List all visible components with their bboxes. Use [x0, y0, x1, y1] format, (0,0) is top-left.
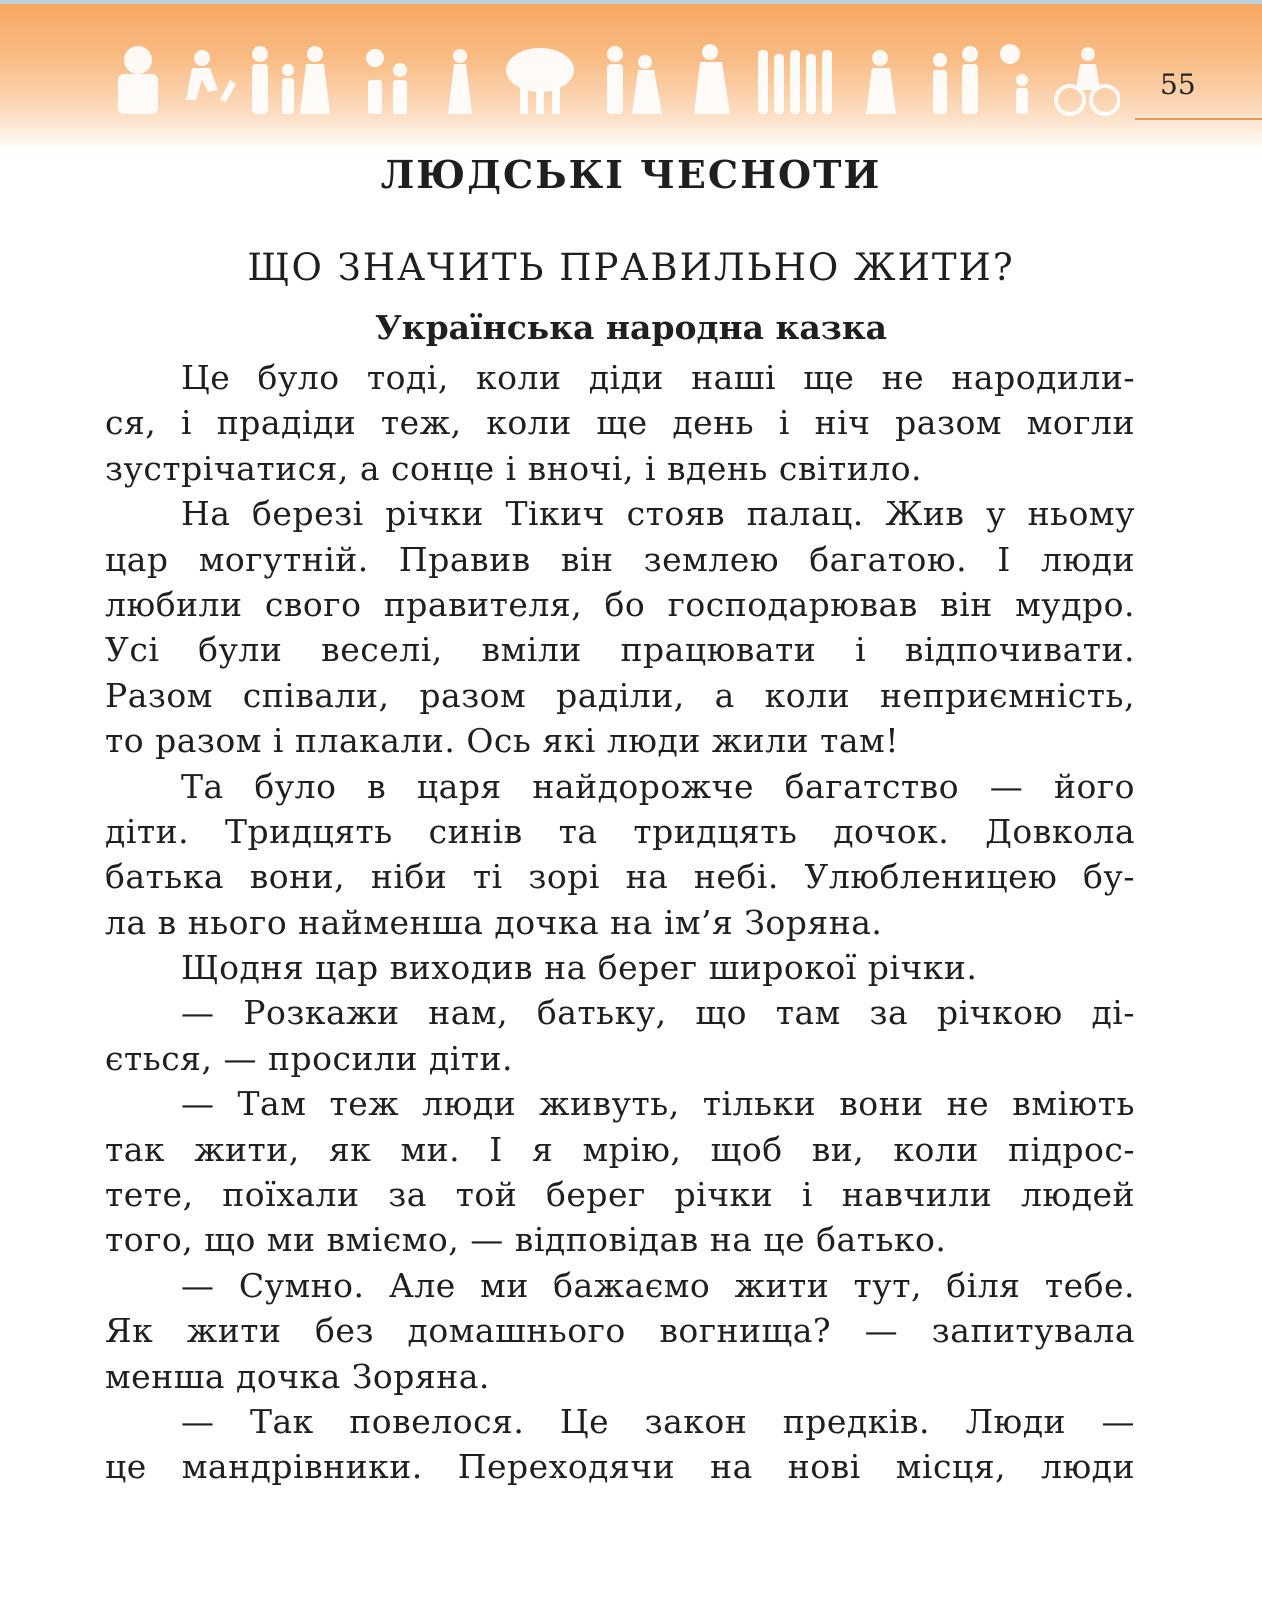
text-line: ла в нього найменша дочка на ім’я Зоряна.: [105, 902, 883, 942]
page-number: 55: [1160, 68, 1196, 101]
page-number-underline: [1135, 118, 1262, 120]
text-line: зустрічатися, а сонце і вночі, і вдень світило.: [105, 448, 923, 488]
text-line: — Розкажи нам, батьку, що там за річкою ді-: [181, 993, 1135, 1033]
text-line: діти. Тридцять синів та тридцять дочок. Довкола: [105, 811, 1135, 851]
text-line: так жити, як ми. І я мрію, щоб ви, коли підрос-: [105, 1129, 1135, 1169]
text-line: На березі річки Тікич стояв палац. Жив у ньому: [181, 494, 1135, 534]
text-line: Щодня цар виходив на берег широкої річки.: [181, 948, 978, 988]
text-line: — Сумно. Але ми бажаємо жити тут, біля тебе.: [181, 1265, 1135, 1305]
text-line: Разом співали, разом раділи, а коли неприємність,: [105, 675, 1135, 715]
story-subtitle: Українська народна казка: [374, 308, 888, 347]
section-title: ЛЮДСЬКІ ЧЕСНОТИ: [380, 152, 882, 197]
text-line: ється, — просили діти.: [105, 1038, 513, 1078]
text-line: Та було в царя найдорожче багатство — його: [181, 766, 1135, 806]
text-line: ся, і прадіди теж, коли ще день і ніч разом могли: [105, 403, 1135, 443]
text-line: тете, поїхали за той берег річки і навчили людей: [105, 1175, 1135, 1215]
text-line: — Там теж люди живуть, тільки вони не вміють: [181, 1084, 1135, 1124]
text-line: цар могутній. Правив він землею багатою. І люди: [105, 539, 1135, 579]
text-line: того, що ми вміємо, — відповідав на це батько.: [105, 1220, 947, 1260]
header-top-line: [0, 0, 1262, 4]
people-silhouettes-decoration: [110, 40, 1120, 120]
text-line: Це було тоді, коли діди наші ще не народили-: [181, 358, 1135, 397]
text-line: то разом і плакали. Ось які люди жили там!: [105, 721, 899, 761]
text-line: — Так повелося. Це закон предків. Люди —: [181, 1401, 1135, 1441]
text-line: це мандрівники. Переходячи на нові місця, люди: [105, 1447, 1135, 1487]
text-line: Усі були веселі, вміли працювати і відпочивати.: [105, 630, 1135, 670]
text-line: батька вони, ніби ті зорі на небі. Улюбленицею бу-: [105, 857, 1135, 897]
text-line: Як жити без домашнього вогнища? — запитувала: [105, 1311, 1135, 1351]
text-line: любили свого правителя, бо господарював він мудро.: [105, 584, 1135, 624]
story-title: ЩО ЗНАЧИТЬ ПРАВИЛЬНО ЖИТИ?: [247, 246, 1015, 289]
text-line: менша дочка Зоряна.: [105, 1356, 490, 1396]
page-header-band: [0, 0, 1262, 150]
story-body: [105, 355, 1135, 1490]
